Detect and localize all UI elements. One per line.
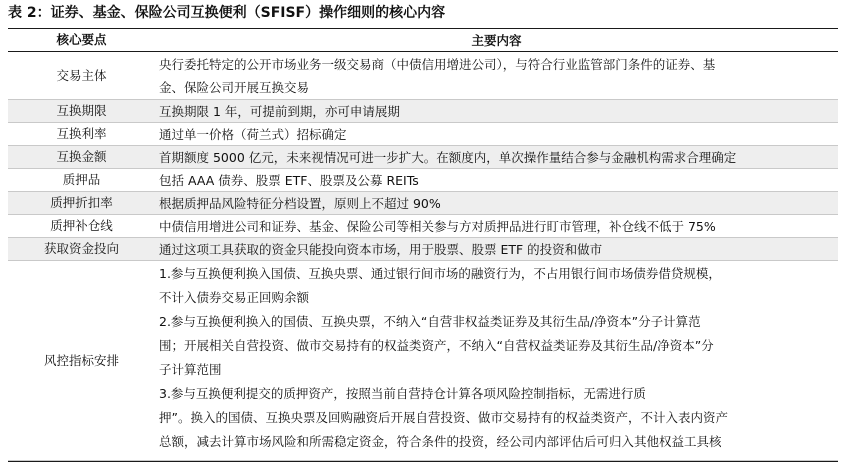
content-line: 总额，减去计算市场风险和所需稳定资金，符合条件的投资，经公司内部评估后可归入其他权益工具核 <box>159 434 722 449</box>
row-content <box>155 146 838 168</box>
row-content <box>155 52 838 99</box>
content-line: 包括 AAA 债券、股票 ETF、股票及公募 REITs <box>159 173 419 188</box>
row-point-swap-rate: 互换利率 <box>56 126 107 141</box>
content-line: 押”。换入的国债、互换央票及回购融资后开展自营投资、做市交易持有的权益类资产，不计入表内资产 <box>159 410 728 425</box>
table-header-row <box>8 29 838 52</box>
row-content <box>155 192 838 214</box>
row-point-risk-control: 风控指标安排 <box>43 352 119 368</box>
content-line: 首期额度 5000 亿元，未来视情况可进一步扩大。在额度内，单次操作量结合参与金融机构需求合理确定 <box>159 150 737 165</box>
row-content <box>155 169 838 191</box>
content-line: 1.参与互换便利换入国债、互换央票、通过银行间市场的融资行为，不占用银行间市场债券借贷规模， <box>159 266 721 281</box>
content-line: 根据质押品风险特征分档设置，原则上不超过 90% <box>159 196 441 211</box>
row-content <box>155 238 838 260</box>
row-content <box>155 261 838 460</box>
header-main-content: 主要内容 <box>471 32 522 48</box>
row-point-swap-term: 互换期限 <box>56 103 107 118</box>
table-row <box>8 261 838 461</box>
table-row <box>8 100 838 123</box>
content-line: 通过这项工具获取的资金只能投向资本市场，用于股票、股票 ETF 的投资和做市 <box>159 242 603 257</box>
content-line: 不计入债券交易正回购余额 <box>159 290 310 305</box>
table-row <box>8 146 838 169</box>
row-point-haircut: 质押折扣率 <box>50 195 113 210</box>
table-row <box>8 123 838 146</box>
content-line: 金、保险公司开展互换交易 <box>159 79 310 95</box>
row-point-trading-entity: 交易主体 <box>56 67 107 83</box>
row-point-swap-amount: 互换金额 <box>56 149 107 164</box>
content-line: 2.参与互换便利换入的国债、互换央票，不纳入“自营非权益类证券及其衍生品/净资本”分子计算范 <box>159 314 701 329</box>
content-line: 围；开展相关自营投资、做市交易持有的权益类资产，不纳入“自营权益类证券及其衍生品/净资本”分 <box>159 338 714 353</box>
data-table <box>8 28 838 462</box>
table-row <box>8 215 838 238</box>
row-point-collateral: 质押品 <box>62 172 101 187</box>
row-content <box>155 100 838 122</box>
table-row <box>8 238 838 261</box>
row-point-fund-use: 获取资金投向 <box>43 241 119 256</box>
row-content <box>155 123 838 145</box>
content-line: 互换期限 1 年，可提前到期，亦可申请展期 <box>159 104 400 119</box>
content-line: 央行委托特定的公开市场业务一级交易商（中债信用增进公司），与符合行业监管部门条件的证券、基 <box>159 56 716 72</box>
row-point-margin-call-line: 质押补仓线 <box>50 218 113 233</box>
table-row <box>8 52 838 100</box>
content-line: 子计算范围 <box>159 362 222 377</box>
content-line: 通过单一价格（荷兰式）招标确定 <box>159 127 347 142</box>
content-line: 中债信用增进公司和证券、基金、保险公司等相关参与方对质押品进行盯市管理，补仓线不低于 75% <box>159 219 716 234</box>
table-row <box>8 192 838 215</box>
table-title: 表 2：证券、基金、保险公司互换便利（SFISF）操作细则的核心内容 <box>8 5 446 21</box>
row-content <box>155 215 838 237</box>
content-line: 3.参与互换便利提交的质押资产，按照当前自营持仓计算各项风险控制指标，无需进行质 <box>159 386 646 401</box>
table-row <box>8 169 838 192</box>
header-core-point: 核心要点 <box>56 32 107 47</box>
